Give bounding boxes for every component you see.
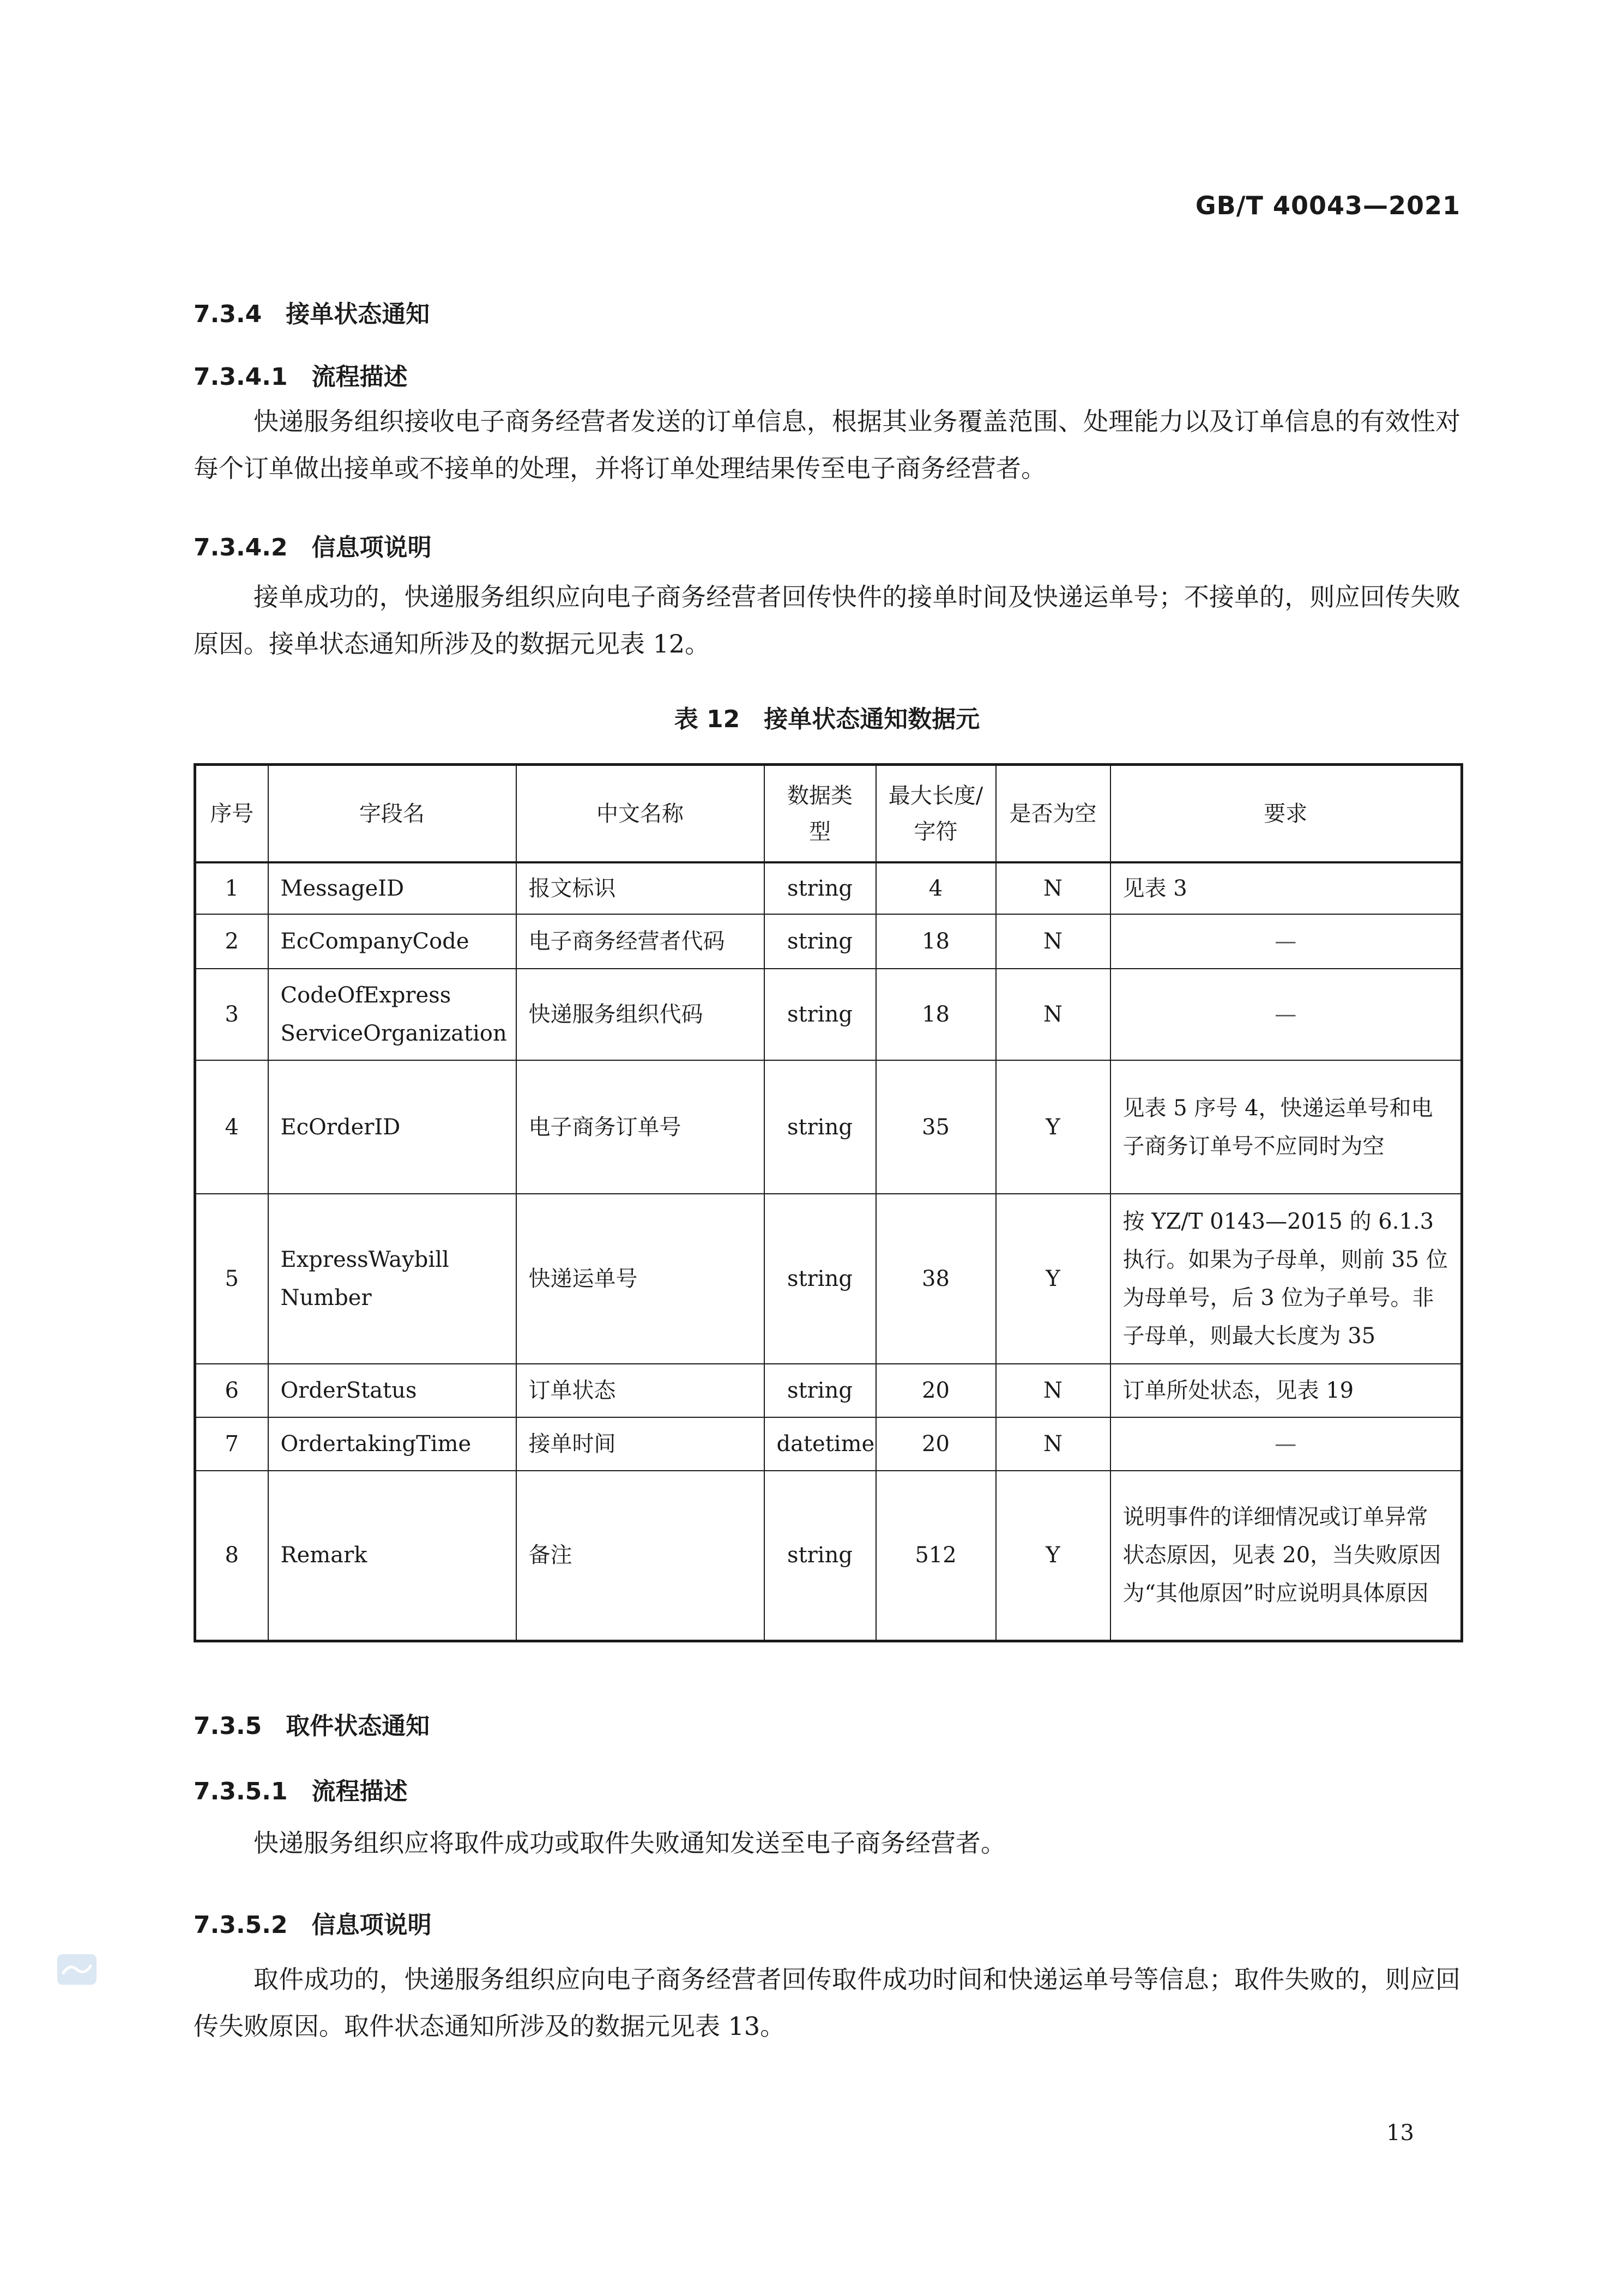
cell-data-type: string <box>764 1364 876 1417</box>
section-number: 7.3.4 <box>194 300 262 328</box>
cell-requirement: 按 YZ/T 0143—2015 的 6.1.3 执行。如果为子母单，则前 35 位为母单号，后 3 位为子单号。非子母单，则最大长度为 35 <box>1110 1194 1462 1364</box>
table-header-row <box>195 765 1462 863</box>
cell-chinese-name: 快递服务组织代码 <box>516 969 764 1060</box>
cell-field-name: EcCompanyCode <box>268 914 516 969</box>
section-title: 流程描述 <box>311 1778 408 1805</box>
cell-data-type: string <box>764 969 876 1060</box>
header-cell: 是否为空 <box>996 765 1110 863</box>
table-row <box>195 969 1462 1060</box>
cell-nullable: N <box>996 1364 1110 1417</box>
section-title: 接单状态通知 <box>286 300 430 328</box>
cell-seq: 5 <box>195 1194 268 1364</box>
cell-max-length: 20 <box>876 1364 996 1417</box>
table-row <box>195 1060 1462 1194</box>
cell-max-length: 38 <box>876 1194 996 1364</box>
data-element-table <box>194 763 1463 1642</box>
cell-nullable: Y <box>996 1194 1110 1364</box>
cell-chinese-name: 快递运单号 <box>516 1194 764 1364</box>
table-row <box>195 1194 1462 1364</box>
cell-data-type: string <box>764 862 876 914</box>
section-number: 7.3.5 <box>194 1712 262 1740</box>
cell-nullable: Y <box>996 1060 1110 1194</box>
cell-requirement: — <box>1110 1417 1462 1471</box>
cell-max-length: 35 <box>876 1060 996 1194</box>
cell-field-name: OrdertakingTime <box>268 1417 516 1471</box>
cell-data-type: string <box>764 914 876 969</box>
cell-chinese-name: 接单时间 <box>516 1417 764 1471</box>
section-heading-7-3-4 <box>194 294 430 329</box>
table-row <box>195 862 1462 914</box>
section-heading-7-3-5-1 <box>194 1772 408 1806</box>
header-cell: 要求 <box>1110 765 1462 863</box>
section-number: 7.3.5.1 <box>194 1778 288 1805</box>
header-cell: 最大长度/字符 <box>876 765 996 863</box>
cell-data-type: datetime <box>764 1417 876 1471</box>
table-row <box>195 1364 1462 1417</box>
cell-field-name: ExpressWaybill Number <box>268 1194 516 1364</box>
cell-requirement: — <box>1110 914 1462 969</box>
cell-field-name: CodeOfExpress ServiceOrganization <box>268 969 516 1060</box>
cell-seq: 6 <box>195 1364 268 1417</box>
cell-max-length: 18 <box>876 969 996 1060</box>
cell-max-length: 512 <box>876 1471 996 1641</box>
paragraph-pickup-info: 取件成功的，快递服务组织应向电子商务经营者回传取件成功时间和快递运单号等信息；取件失败的，则应回传失败原因。取件状态通知所涉及的数据元见表 13。 <box>194 1965 1460 2041</box>
cell-seq: 7 <box>195 1417 268 1471</box>
cell-max-length: 18 <box>876 914 996 969</box>
table-caption-number: 表 12 <box>674 705 740 733</box>
table-caption <box>194 699 1460 734</box>
section-title: 信息项说明 <box>311 534 432 561</box>
cell-nullable: N <box>996 914 1110 969</box>
cell-nullable: N <box>996 862 1110 914</box>
cell-max-length: 20 <box>876 1417 996 1471</box>
cell-data-type: string <box>764 1194 876 1364</box>
paragraph-pickup-process: 快递服务组织应将取件成功或取件失败通知发送至电子商务经营者。 <box>253 1828 1006 1858</box>
table-row <box>195 914 1462 969</box>
section-number: 7.3.5.2 <box>194 1911 288 1939</box>
sac-logo-icon <box>57 1954 96 1985</box>
paragraph-info-description: 接单成功的，快递服务组织应向电子商务经营者回传快件的接单时间及快递运单号；不接单的，则应回传失败原因。接单状态通知所涉及的数据元见表 12。 <box>194 582 1460 658</box>
cell-nullable: N <box>996 969 1110 1060</box>
cell-nullable: N <box>996 1417 1110 1471</box>
table-row <box>195 1471 1462 1641</box>
cell-data-type: string <box>764 1060 876 1194</box>
section-heading-7-3-4-1 <box>194 357 408 392</box>
cell-requirement: — <box>1110 969 1462 1060</box>
header-cell: 字段名 <box>268 765 516 863</box>
section-heading-7-3-4-2 <box>194 528 432 563</box>
header-cell: 中文名称 <box>516 765 764 863</box>
cell-requirement: 见表 5 序号 4，快递运单号和电子商务订单号不应同时为空 <box>1110 1060 1462 1194</box>
page-number: 13 <box>1386 2120 1414 2146</box>
cell-chinese-name: 电子商务订单号 <box>516 1060 764 1194</box>
table-caption-title: 接单状态通知数据元 <box>764 705 980 733</box>
section-title: 取件状态通知 <box>286 1712 430 1740</box>
cell-requirement: 订单所处状态，见表 19 <box>1110 1364 1462 1417</box>
cell-chinese-name: 备注 <box>516 1471 764 1641</box>
cell-seq: 4 <box>195 1060 268 1194</box>
cell-nullable: Y <box>996 1471 1110 1641</box>
section-heading-7-3-5-2 <box>194 1905 432 1940</box>
cell-requirement: 见表 3 <box>1110 862 1462 914</box>
header-cell: 数据类型 <box>764 765 876 863</box>
cell-field-name: OrderStatus <box>268 1364 516 1417</box>
section-title: 流程描述 <box>311 363 408 391</box>
cell-chinese-name: 订单状态 <box>516 1364 764 1417</box>
cell-seq: 1 <box>195 862 268 914</box>
cell-chinese-name: 电子商务经营者代码 <box>516 914 764 969</box>
section-number: 7.3.4.1 <box>194 363 288 391</box>
table-row <box>195 1417 1462 1471</box>
cell-field-name: Remark <box>268 1471 516 1641</box>
section-number: 7.3.4.2 <box>194 534 288 561</box>
cell-seq: 3 <box>195 969 268 1060</box>
cell-seq: 2 <box>195 914 268 969</box>
cell-max-length: 4 <box>876 862 996 914</box>
section-heading-7-3-5 <box>194 1706 430 1741</box>
cell-field-name: EcOrderID <box>268 1060 516 1194</box>
cell-data-type: string <box>764 1471 876 1641</box>
cell-field-name: MessageID <box>268 862 516 914</box>
cell-seq: 8 <box>195 1471 268 1641</box>
standard-code: GB/T 40043—2021 <box>1195 191 1460 220</box>
paragraph-process-description: 快递服务组织接收电子商务经营者发送的订单信息，根据其业务覆盖范围、处理能力以及订单信息的有效性对每个订单做出接单或不接单的处理，并将订单处理结果传至电子商务经营者。 <box>194 407 1460 483</box>
cell-requirement: 说明事件的详细情况或订单异常状态原因，见表 20，当失败原因为“其他原因”时应说明具体原因 <box>1110 1471 1462 1641</box>
cell-chinese-name: 报文标识 <box>516 862 764 914</box>
header-cell: 序号 <box>195 765 268 863</box>
section-title: 信息项说明 <box>311 1911 432 1939</box>
